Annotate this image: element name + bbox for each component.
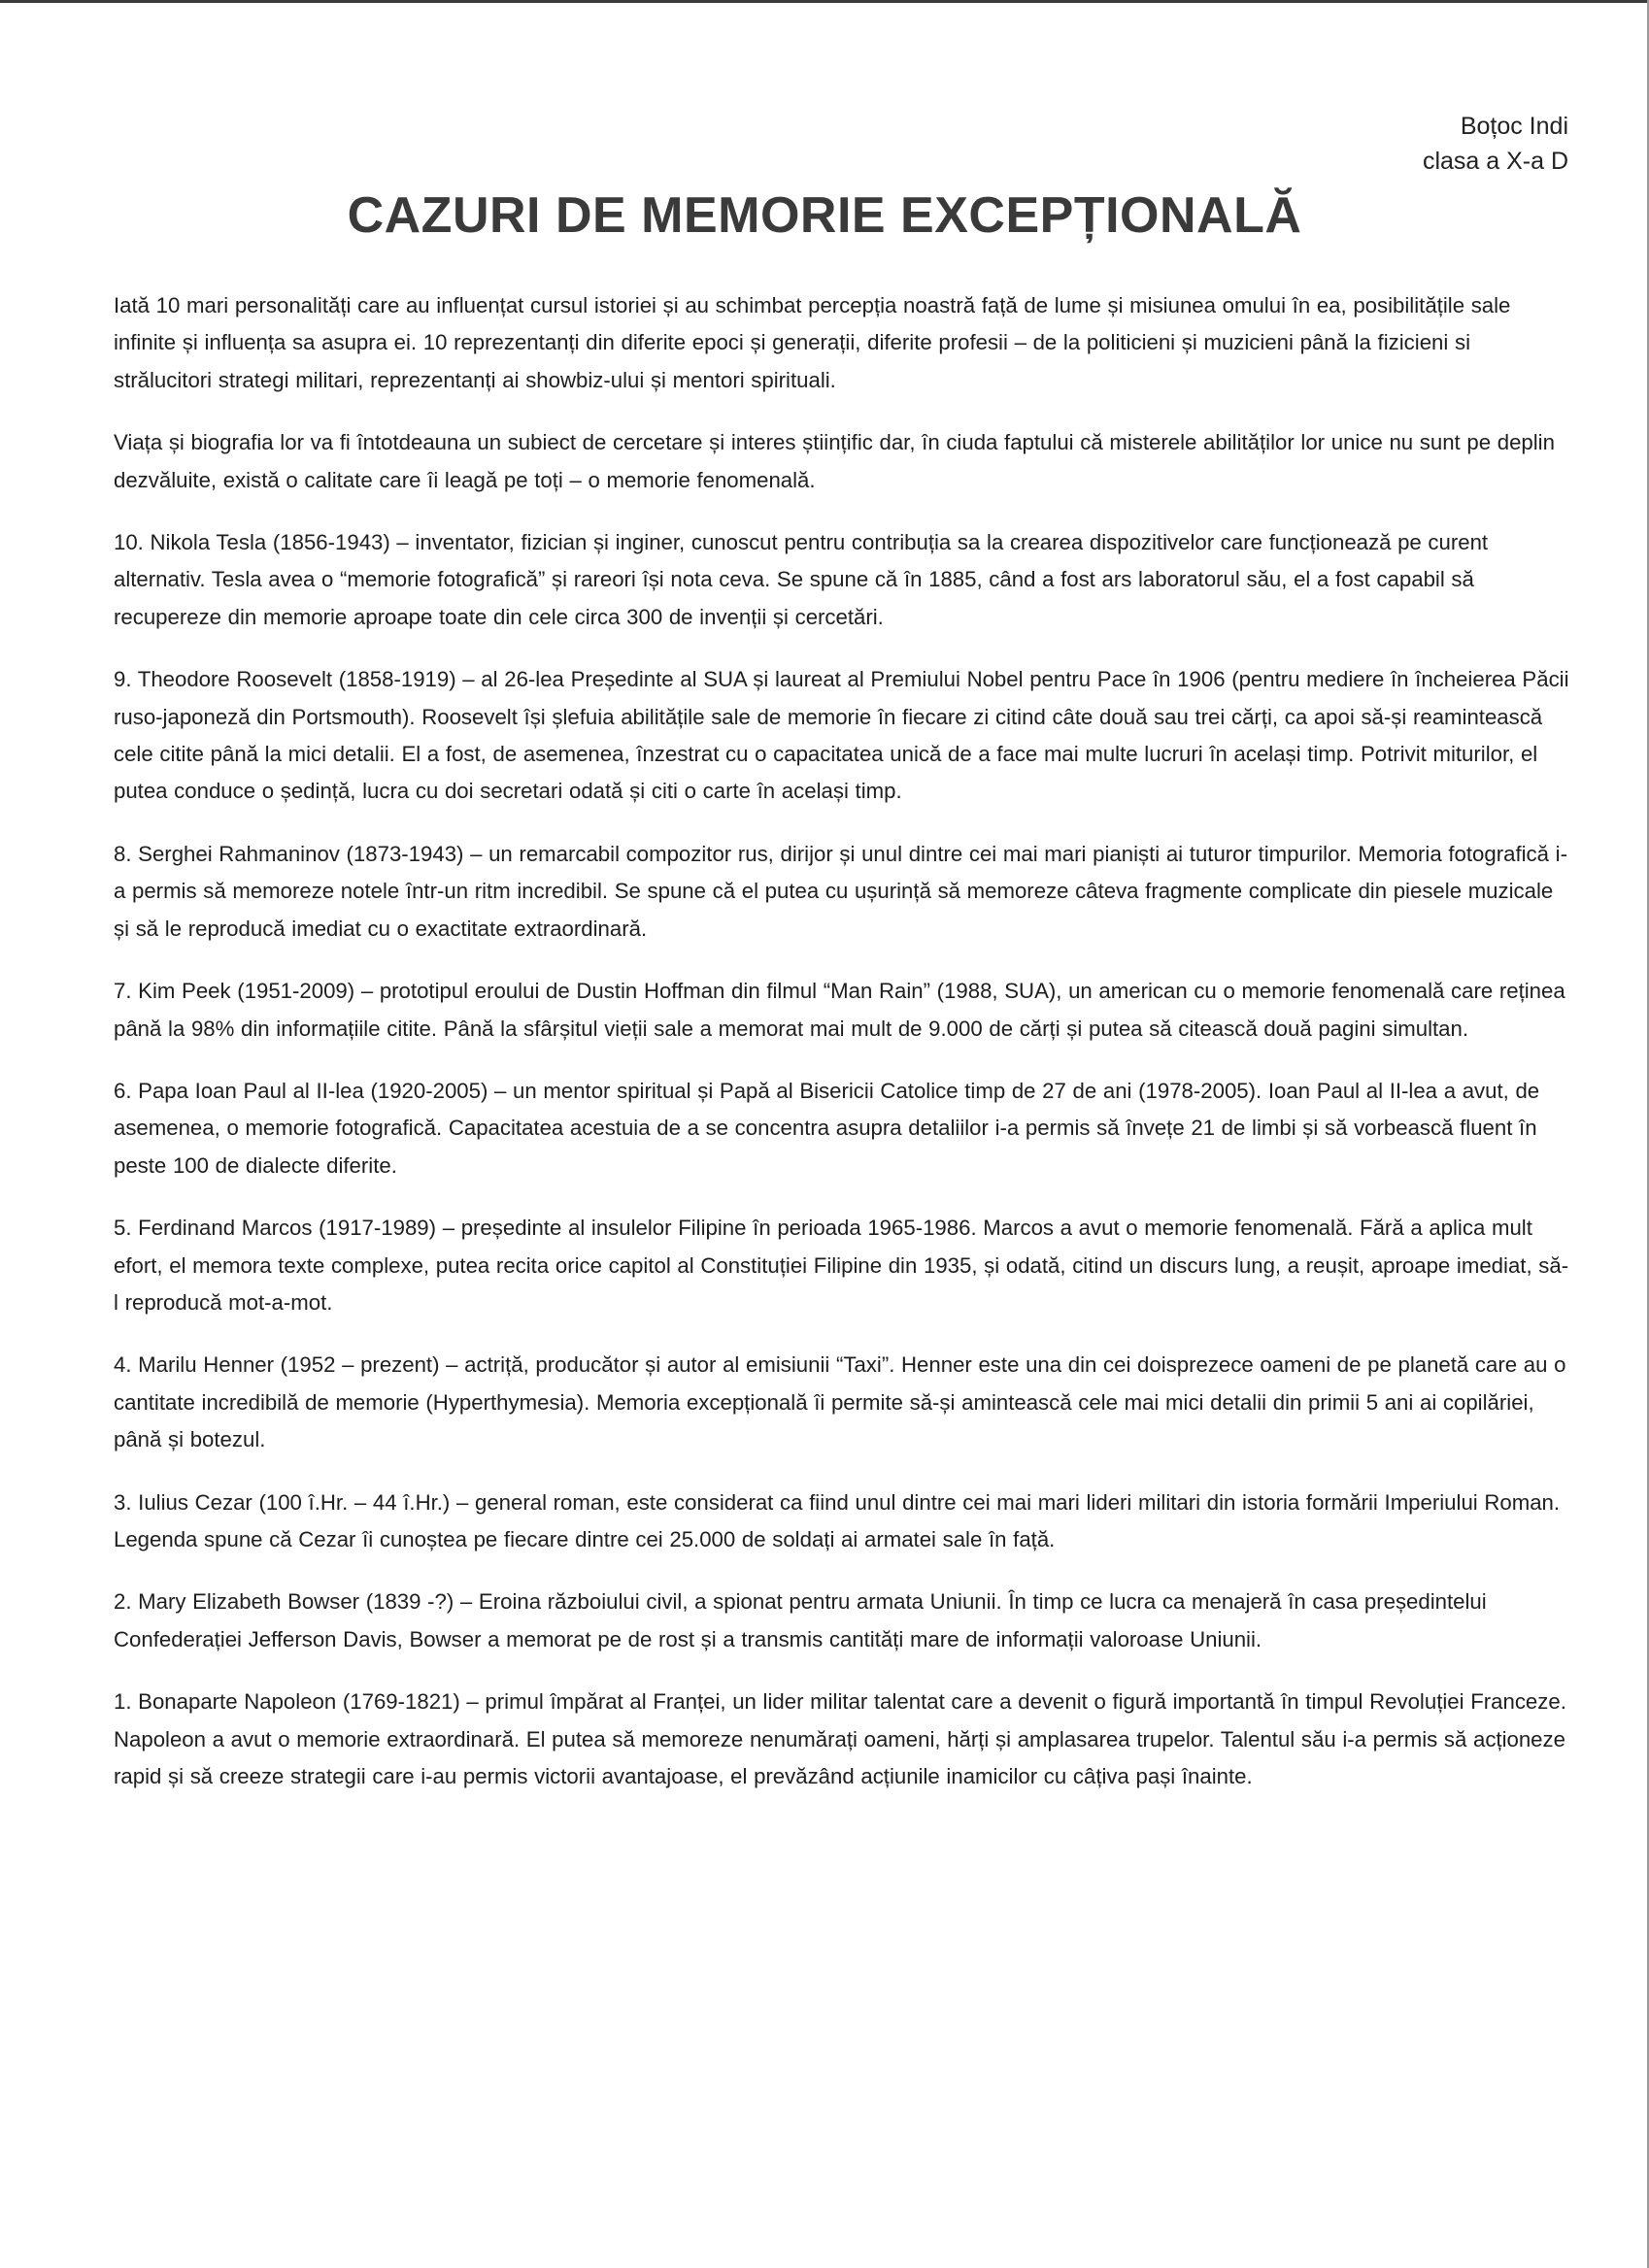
author-block — [1423, 109, 1568, 179]
author-class: clasa a X-a D — [1422, 148, 1568, 175]
document-body — [114, 287, 1570, 1820]
entry-paragraph-10: 10. Nikola Tesla (1856-1943) – inventator, fizician și inginer, cunoscut pentru contribuția sa la crearea dispozitivelor care funcționează pe curent alternativ. Tesla avea o “memorie fotografică” și rareori își nota ceva. Se spune că în 1885, când a fost ars laboratorul său, el a fost capabil să recupereze din memorie aproape toate din cele circa 300 de invenții și cercetări. — [114, 530, 1489, 629]
author-name: Boțoc Indi — [1460, 113, 1568, 140]
scan-edge-top — [0, 0, 1649, 3]
page-title: CAZURI DE MEMORIE EXCEPȚIONALĂ — [347, 187, 1302, 244]
entry-paragraph-8: 8. Serghei Rahmaninov (1873-1943) – un remarcabil compozitor rus, dirijor și unul dintre cei mai mari pianiști ai tuturor timpurilor. Memoria fotografică i-a permis să memoreze notele într-un ritm incredibil. Se spune că el putea cu ușurință să memoreze câteva fragmente complicate din piesele muzicale și să le reproducă imediat cu o exactitate extraordinară. — [114, 841, 1567, 941]
intro-paragraph-2: Viața și biografia lor va fi întotdeauna un subiect de cercetare și interes științific dar, în ciuda faptului că misterele abilităților lor unice nu sunt pe deplin dezvăluite, există o calitate care îi leagă pe toți – o memorie fenomenală. — [114, 430, 1555, 492]
entry-paragraph-9: 9. Theodore Roosevelt (1858-1919) – al 26-lea Președinte al SUA și laureat al Premiului Nobel pentru Pace în 1906 (pentru mediere în încheierea Păcii ruso-japoneză din Portsmouth). Roosevelt își șlefuia abilitățile sale de memorie în fiecare zi citind câte două sau trei cărți, ca apoi să-și reamintească cele citite până la mici detalii. El a fost, de asemenea, înzestrat cu o capacitatea unică de a face mai multe lucruri în același timp. Potrivit miturilor, el putea conduce o ședință, lucra cu doi secretari odată și citi o carte în același timp. — [114, 667, 1569, 804]
entry-paragraph-5: 5. Ferdinand Marcos (1917-1989) – președinte al insulelor Filipine în perioada 1965-1986. Marcos a avut o memorie fenomenală. Fără a aplica mult efort, el memora texte complexe, putea recita orice capitol al Constituției Filipine din 1935, și odată, citind un discurs lung, a reușit, aproape imediat, să-l reproducă mot-a-mot. — [114, 1216, 1569, 1315]
intro-paragraph: Iată 10 mari personalități care au influențat cursul istoriei și au schimbat percepția noastră față de lume și misiunea omului în ea, posibilitățile sale infinite și influența sa asupra ei. 10 reprezentanți din diferite epoci și generații, diferite profesii – de la politicieni și muzicieni până la fizicieni si strălucitori strategi militari, reprezentanți ai showbiz-ului și mentori spirituali. — [114, 293, 1511, 392]
entry-paragraph-1: 1. Bonaparte Napoleon (1769-1821) – primul împărat al Franței, un lider militar talentat care a devenit o figură importantă în timpul Revoluției Franceze. Napoleon a avut o memorie extraordinară. El putea să memoreze nenumărați oameni, hărți și amplasarea trupelor. Talentul său i-a permis să acționeze rapid și să creeze strategii care i-au permis victorii avantajoase, el prevăzând acțiunile inamicilor cu câțiva pași înainte. — [114, 1689, 1566, 1788]
entry-paragraph-4: 4. Marilu Henner (1952 – prezent) – actriță, producător și autor al emisiunii “Taxi”. Henner este una din cei doisprezece oameni de pe planetă care au o cantitate incredibilă de memorie (Hyperthymesia). Memoria excepțională îi permite să-și amintească cele mai mici detalii din primii 5 ani ai copilăriei, până și botezul. — [114, 1352, 1566, 1452]
entry-paragraph-6: 6. Papa Ioan Paul al II-lea (1920-2005) – un mentor spiritual și Papă al Bisericii Catolice timp de 27 de ani (1978-2005). Ioan Paul al II-lea a avut, de asemenea, o memorie fotografică. Capacitatea acestuia de a se concentra asupra detaliilor i-a permis să învețe 21 de limbi și să vorbească fluent în peste 100 de dialecte diferite. — [114, 1078, 1540, 1178]
entry-paragraph-7: 7. Kim Peek (1951-2009) – prototipul eroului de Dustin Hoffman din filmul “Man Rain” (1988, SUA), un american cu o memorie fenomenală care reținea până la 98% din informațiile citite. Până la sfârșitul vieții sale a memorat mai mult de 9.000 de cărți și putea să citească două pagini simultan. — [114, 979, 1565, 1041]
entry-paragraph-2: 2. Mary Elizabeth Bowser (1839 -?) – Eroina războiului civil, a spionat pentru armata Uniunii. În timp ce lucra ca menajeră în casa președintelui Confederației Jefferson Davis, Bowser a memorat pe de rost și a transmis cantități mare de informații valoroase Uniunii. — [114, 1589, 1487, 1651]
entry-paragraph-3: 3. Iulius Cezar (100 î.Hr. – 44 î.Hr.) – general roman, este considerat ca fiind unul dintre cei mai mari lideri militari din istoria formării Imperiului Roman. Legenda spune că Cezar îi cunoștea pe fiecare dintre cei 25.000 de soldați ai armatei sale în față. — [114, 1489, 1561, 1551]
